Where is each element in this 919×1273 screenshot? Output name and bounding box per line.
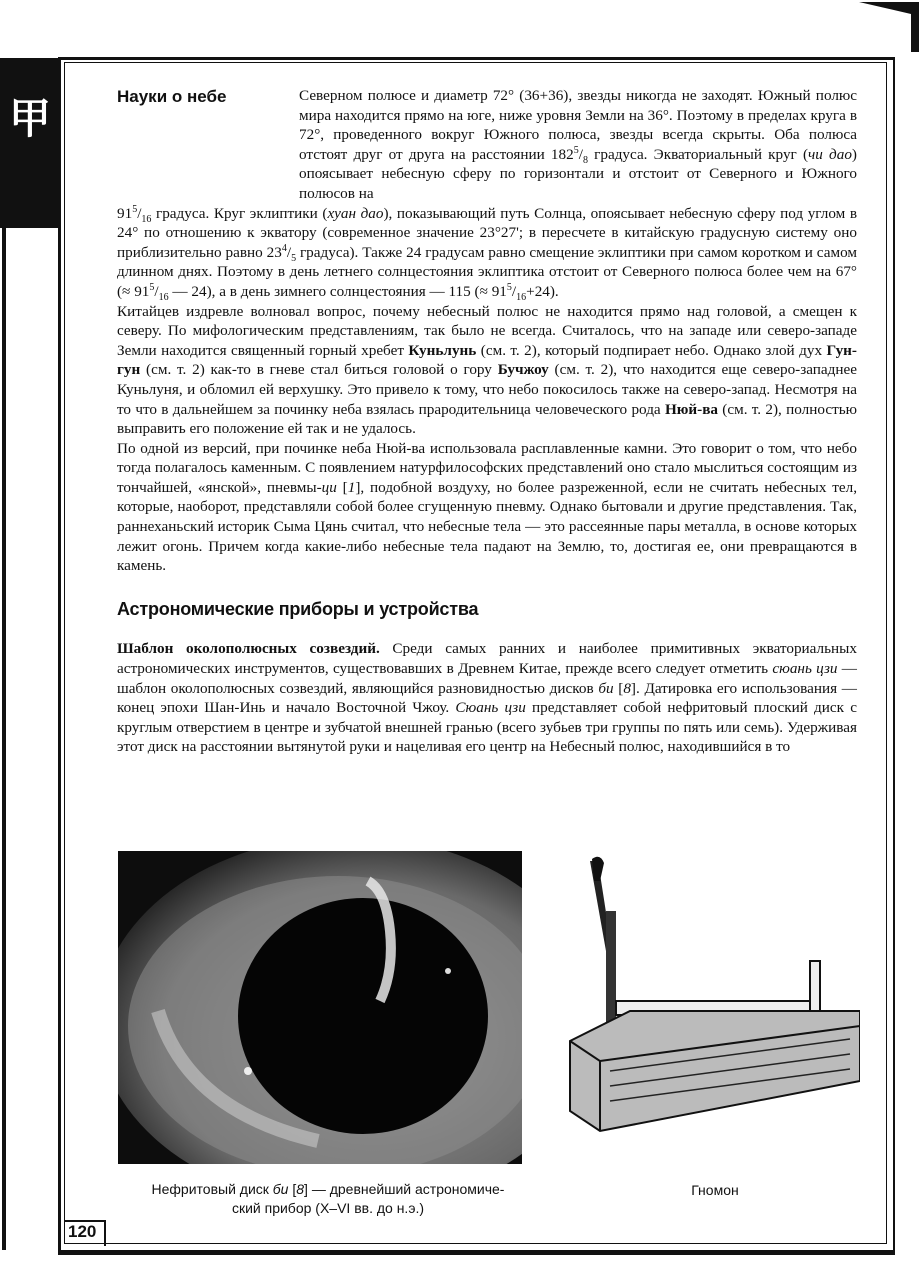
jade-disc-photo <box>118 851 522 1164</box>
chapter-glyph-icon <box>0 58 60 228</box>
chapter-side-tab <box>0 58 60 1250</box>
paragraph-3: По одной из версий, при починке неба Нюй-ва использовала расплавленные камни. Это говорит о том, что небо тогда полагалось каменным. С появлением натурфилософских представлений оно стало мыслиться состоящим из тончайшей, «янской», пневмы-ци [1], подобной воздуху, но более разреженной, если не считать небесных тел, которые, наоборот, представляли собой более сгущенную пневму. Однако бытовали и другие представления. Так, раннеханьский историк Сыма Цянь считал, что небесные тела — это рассеянные пары металла, в основе которых лежит огонь. Причем когда какие-либо небесные тела падают на Землю, то, достигая ее, они превращаются в камень. <box>117 439 858 575</box>
section-heading: Астрономические приборы и устройства <box>117 598 479 619</box>
gnomon-drawing <box>560 851 860 1151</box>
paragraph-1-lead: Северном полюсе и диаметр 72° (36+36), звезды никогда не заходят. Южный полюс мира находится прямо на юге, ниже уровня Земли на 36°. Поэтому в пределах круга в 72°, проведенного вокруг Южного полюса, звезды всегда скрыты. Оба полюса отстоят друг от друга на расстоянии $182^5/_8$ градуса. Экваториальный круг (чи дао) опоясывает небесную сферу по горизонтали и отстоит от Северного и Южного полюсов на <box>299 87 857 202</box>
paragraph-4: Шаблон околополюсных созвездий. Среди самых ранних и наиболее примитивных экваториальных астрономических инструментов, существовавших в Древнем Китае, прежде всего следует отметить сюань цзи — шаблон околополюсных созвездий, являющийся разновидностью дисков би [8]. Датировка его использования — конец эпохи Шан-Инь и начало Восточной Чжоу. Сюань цзи представляет собой нефритовый плоский диск с круглым отверстием в центре и зубчатой внешней гранью (всего зубьев три группы по пять или семь). Удерживая этот диск на расстоянии вытянутой руки и нацеливая его центр на Небесный полюс, находившийся в то <box>117 640 857 756</box>
svg-text:甲: 甲 <box>8 94 52 143</box>
gnomon-illustration <box>560 851 860 1151</box>
main-text <box>117 86 857 757</box>
section-label: Науки о небе <box>117 87 227 106</box>
jade-disc-image <box>118 851 522 1164</box>
paragraph-1-cont: $91^5/_{16}$ градуса. Круг эклиптики (хуан дао), показывающий путь Солнца, опоясывает небесную сферу под углом в 24° по отношению к экватору (современное значение 23°27'; в пересчете в китайскую градусную систему оно приблизительно равно $23^4/_5$ градуса). Также 24 градусам равно смещение эклиптики при самом коротком и самом длинном днях. Поэтому в день летнего солнцестояния эклиптика отстоит от Северного полюса более чем на 67° (≈ $91^5/_{16}$ — 24), а в день зимнего солнцестояния — 115 (≈ $91^5/_{16}+24$). <box>117 203 857 303</box>
figure-caption-disc: Нефритовый диск би [8] — древнейший астрономиче- ский прибор (X–VI вв. до н.э.) <box>151 1181 505 1216</box>
figure-caption-gnomon: Гномон <box>691 1182 739 1198</box>
tab-rule <box>2 228 6 1250</box>
corner-arrow-icon <box>859 0 919 52</box>
section-header-row <box>117 86 857 204</box>
page-number: 120 <box>68 1222 97 1241</box>
paragraph-2: Китайцев издревле волновал вопрос, почему небесный полюс не находится прямо над головой, а смещен к северу. По мифологическим представлениям, так было не всегда. Считалось, что на западе или северо-западе Земли находится священный горный хребет Куньлунь (см. т. 2), который подпирает небо. Однако злой дух Гун-гун (см. т. 2) как-то в гневе стал биться головой о гору Бучжоу (см. т. 2), что находится еще северо-западнее Куньлуня, и обломил ей верхушку. Это привело к тому, что небо покосилось также на северо-запад. Несмотря на то что в дальнейшем за починку неба взялась прародительница человеческого рода Нюй-ва (см. т. 2), полностью выправить его положение ей так и не удалось. <box>117 302 857 438</box>
chapter-tab-block <box>0 58 60 228</box>
